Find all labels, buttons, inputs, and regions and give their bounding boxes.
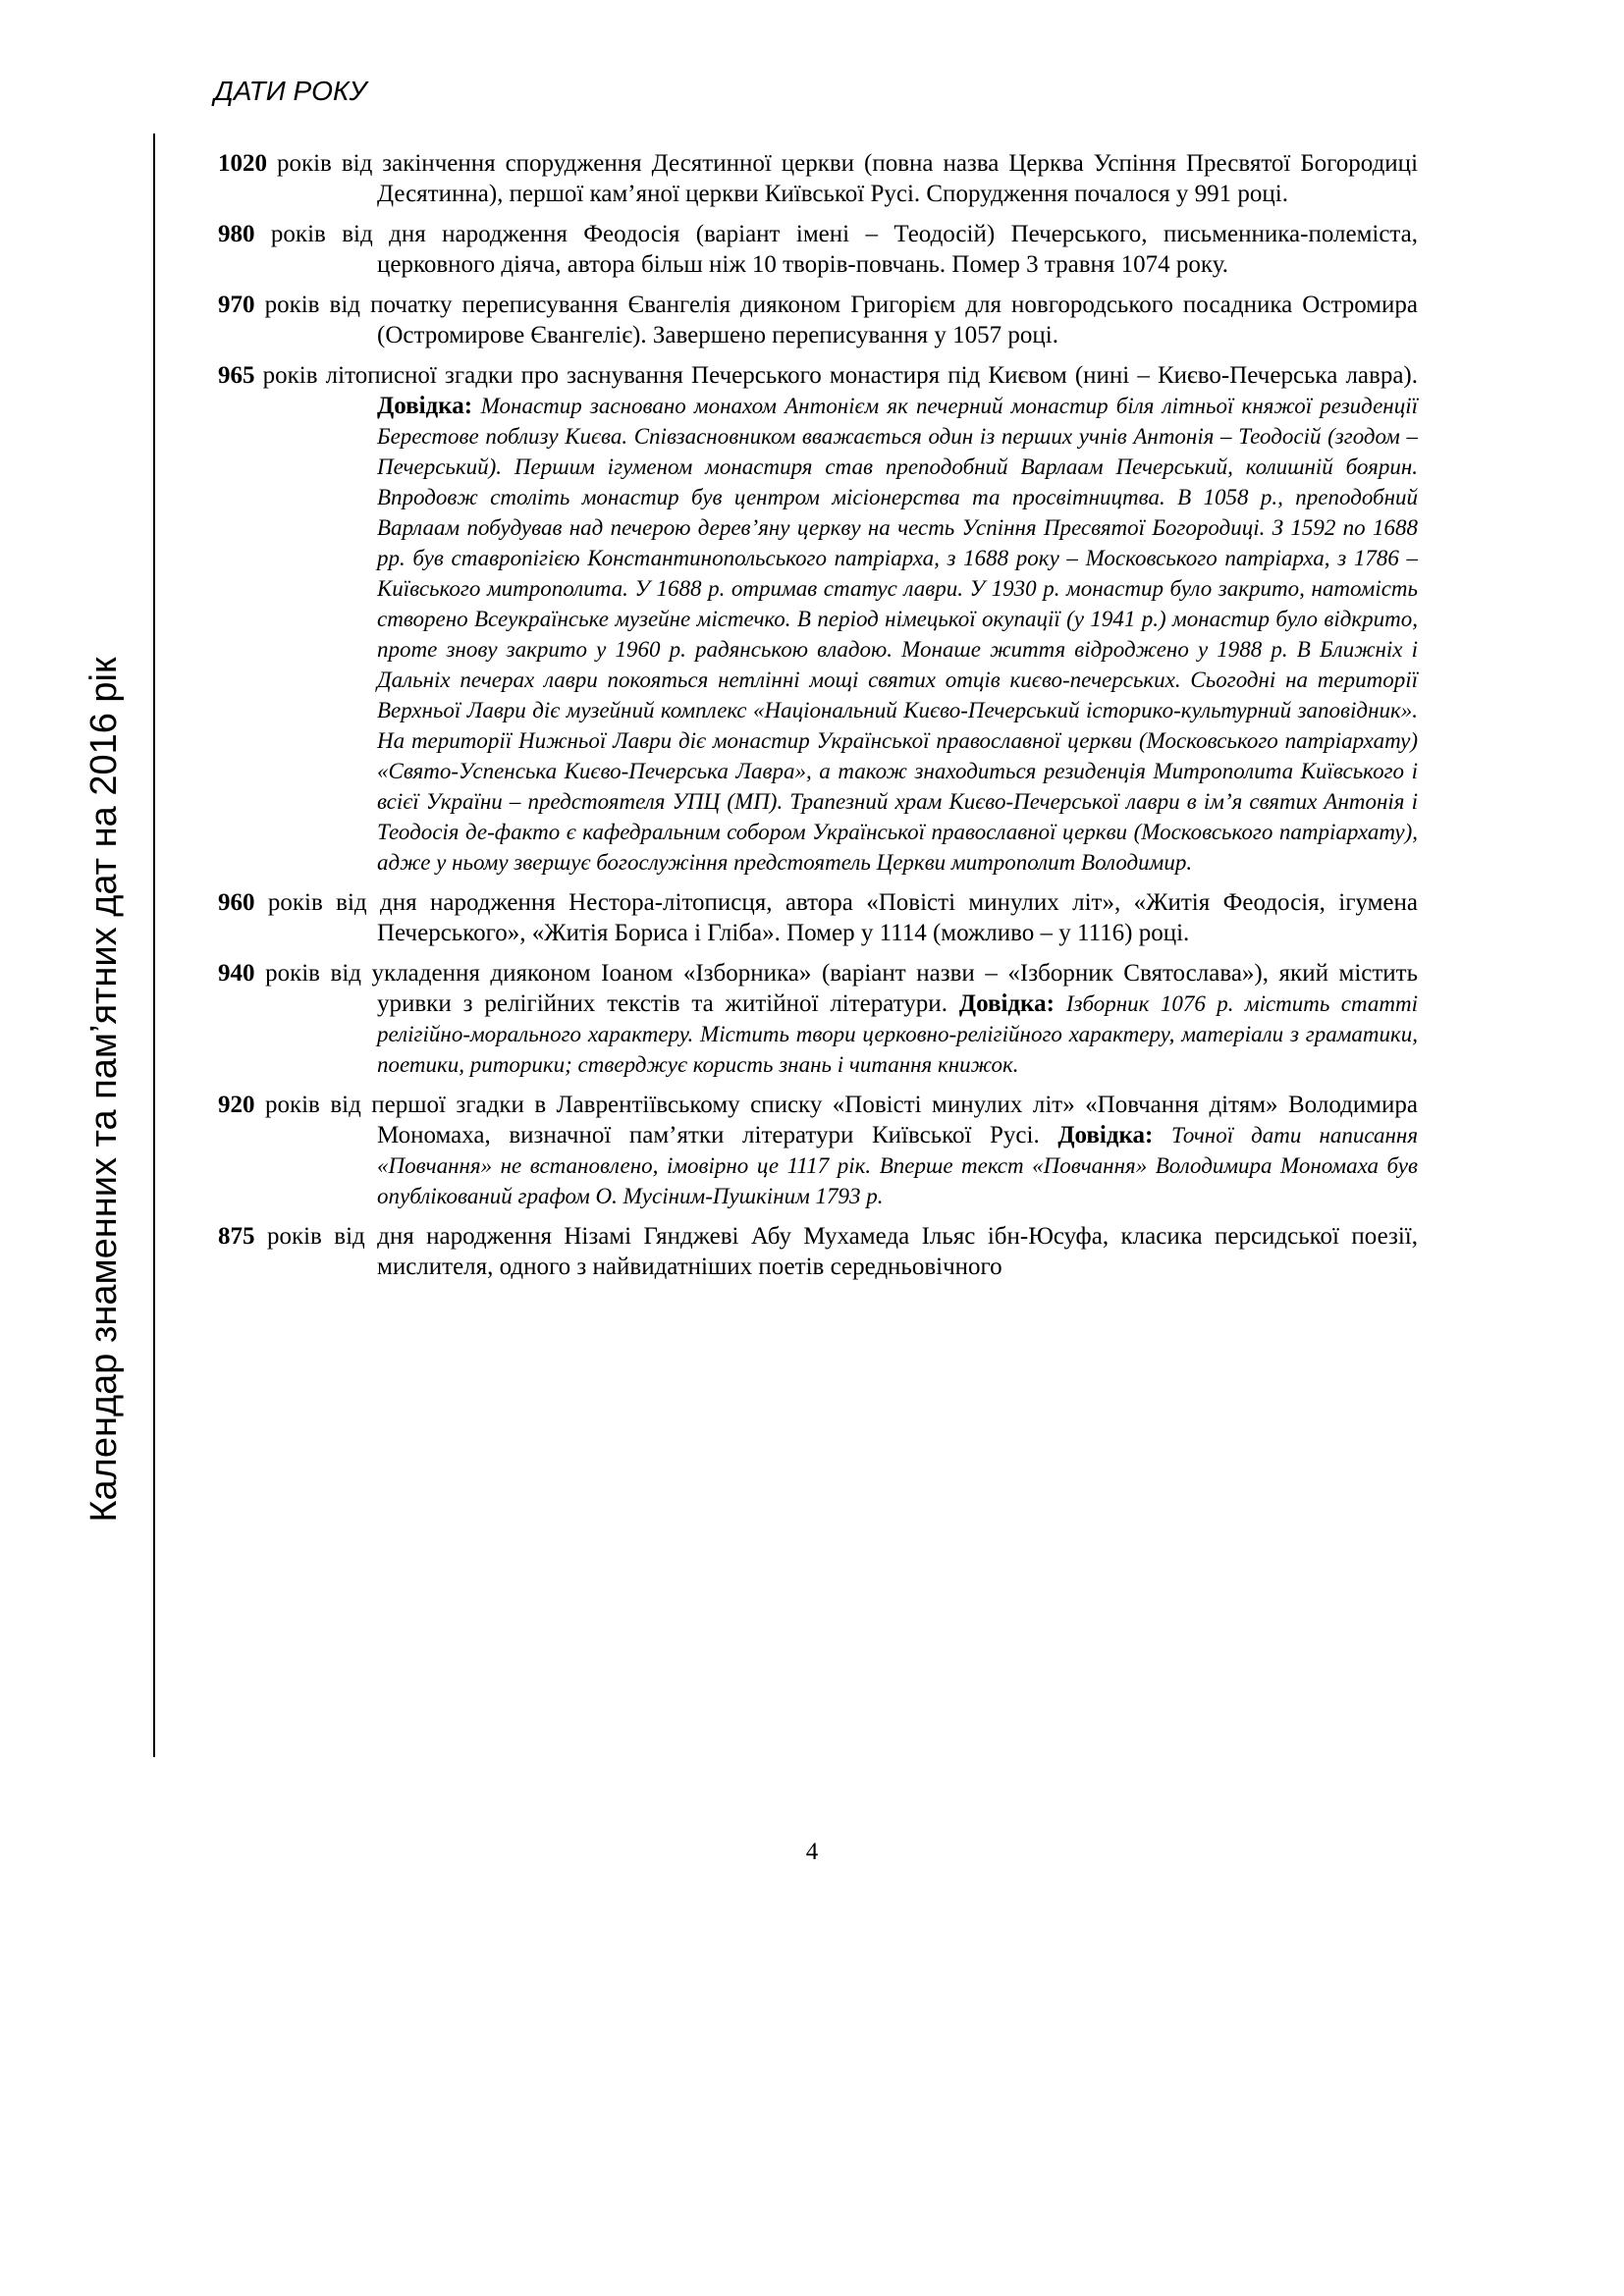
- date-entry: [218, 148, 1418, 209]
- date-entry: [218, 1221, 1418, 1282]
- entry-year: 980: [218, 221, 255, 247]
- reference-label: Довідка:: [958, 990, 1055, 1017]
- page-number: 4: [805, 1839, 819, 1865]
- sidebar-divider: [153, 133, 155, 1757]
- reference-text: Монастир засновано монахом Антонієм як печерний монастир біля літньої княжої резиденції Берестове поблизу Києва. Співзасновником вважається один із перших учнів Антонія – Теодосій (згодом – Печерський). Першим ігуменом монастиря став преподобний Варлаам Печерський, колишній боярин. Впродовж століть монастир був центром місіонерства та просвітництва. В 1058 р., преподобний Варлаам побудував над печерою дерев’яну церкву на честь Успіння Пресвятої Богородиці. З 1592 по 1688 рр. був ставропігією Константинопольського патріарха, з 1688 року – Московського патріарха, з 1786 – Київського митрополита. У 1688 р. отримав статус лаври. У 1930 р. монастир було закрито, натомість створено Всеукраїнське музейне містечко. В період німецької окупації (у 1941 р.) монастир було відкрито, проте знову закрито у 1960 р. радянською владою. Монаше життя відроджено у 1988 р. В Ближніх і Дальніх печерах лаври покояться нетлінні мощі святих отців києво-печерських. Сьогодні на території Верхньої Лаври діє музейний комплекс «Національний Києво-Печерський історико-культурний заповідник». На території Нижньої Лаври діє монастир Української православної церкви (Московського патріархату) «Свято-Успенська Києво-Печерська Лавра», а також знаходиться резиденція Митрополита Київського і всієї України – предстоятеля УПЦ (МП). Трапезний храм Києво-Печерської лаври в ім’я святих Антонія і Теодосія де-факто є кафедральним собором Української православної церкви (Московського патріархату), адже у ньому звершує богослужіння предстоятель Церкви митрополит Володимир.: [377, 394, 1418, 875]
- date-entry: [218, 219, 1418, 280]
- entry-text: років від закінчення спорудження Десятинної церкви (повна назва Церква Успіння Пресвятої Богородиці Десятинна), першої кам’яної церкви Київської Русі. Спорудження почалося у 991 році.: [276, 150, 1419, 207]
- sidebar-title: Календар знаменних та пам’ятних дат на 2016 рік: [83, 657, 125, 1522]
- entry-year: 965: [218, 362, 255, 389]
- entry-text: років від укладення дияконом Іоаном «Ізборника» (варіант назви – «Ізборник Святослава»), який містить уривки з релігійних текстів та житійної літератури.: [265, 960, 1419, 1017]
- entry-year: 960: [218, 889, 255, 916]
- date-entry: [218, 1090, 1418, 1211]
- entry-text: років від дня народження Нестора-літописця, автора «Повісті минулих літ», «Житія Феодосія, ігумена Печерського», «Житія Бориса і Гліба». Помер у 1114 (можливо – у 1116) році.: [267, 889, 1419, 946]
- entry-text: років літописної згадки про заснування Печерського монастиря під Києвом (нині – Києво-Печерська лавра).: [262, 362, 1418, 389]
- entries-list: [218, 148, 1418, 1292]
- reference-label: Довідка:: [377, 393, 473, 419]
- date-entry: [218, 887, 1418, 948]
- entry-text: років від початку переписування Євангелія дияконом Григорієм для новгородського посадника Остромира (Остромирове Євангеліє). Завершено переписування у 1057 році.: [264, 292, 1419, 348]
- entry-year: 1020: [218, 150, 267, 177]
- reference-text: Точної дати написання «Повчання» не встановлено, імовірно це 1117 рік. Вперше текст «Повчання» Володимира Мономаха був опублікований графом О. Мусіним-Пушкіним 1793 р.: [377, 1123, 1419, 1208]
- entry-text: років від дня народження Нізамі Гянджеві Абу Мухамеда Ільяс ібн-Юсуфа, класика перcидської поезії, мислителя, одного з найвидатніших поетів середньовічного: [266, 1223, 1419, 1280]
- reference-text: Ізборник 1076 р. містить статті релігійно-морального характеру. Містить твори церковно-релігійного характеру, матеріали з граматики, поетики, риторики; стверджує користь знань і читання книжок.: [377, 991, 1418, 1077]
- entry-year: 875: [218, 1223, 255, 1250]
- entry-text: років від дня народження Феодосія (варіант імені – Теодосій) Печерського, письменника-полеміста, церковного діяча, автора більш ніж 10 творів-повчань. Помер 3 травня 1074 року.: [270, 221, 1419, 278]
- entry-year: 970: [218, 292, 255, 318]
- entry-year: 920: [218, 1092, 255, 1118]
- page-header: ДАТИ РОКУ: [214, 76, 367, 106]
- entry-year: 940: [218, 960, 255, 987]
- date-entry: [218, 958, 1418, 1080]
- entry-text: років від першої згадки в Лаврентіївському списку «Повісті минулих літ» «Повчання дітям» Володимира Мономаха, визначної пам’ятки літератури Київської Русі.: [264, 1092, 1419, 1148]
- date-entry: [218, 290, 1418, 350]
- reference-label: Довідка:: [1057, 1122, 1154, 1148]
- date-entry: [218, 360, 1418, 878]
